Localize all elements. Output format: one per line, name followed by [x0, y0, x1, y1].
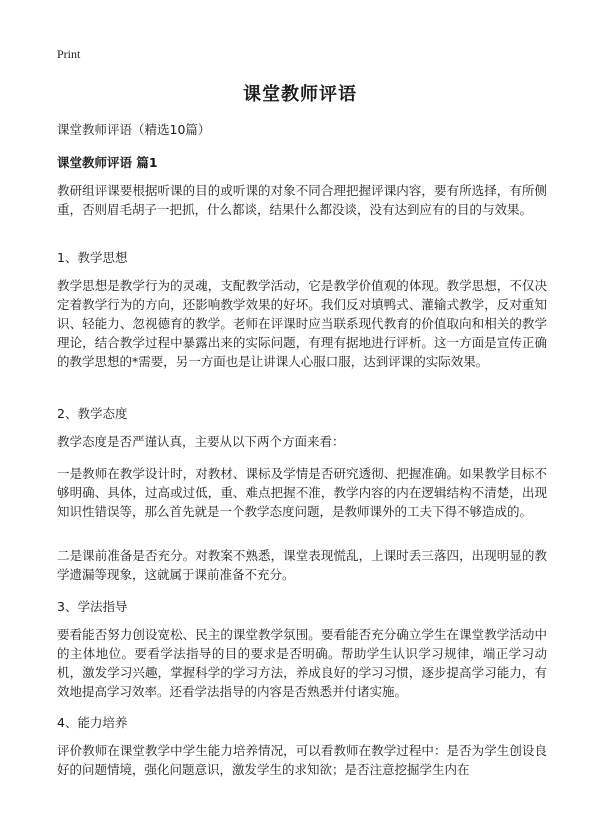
heading-teaching-thought: 1、教学思想 — [57, 250, 128, 265]
paragraph-teaching-thought: 教学思想是教学行为的灵魂，支配教学活动，它是教学价值观的体现。教学思想，不仅决定着教学行为的方向，还影响教学效果的好坏。我们反对填鸭式、灌输式教学，反对重知识、轻能力、忽视德育的教学。老师在评课时应当联系现代教育的价值取向和相关的教学理论，结合教学过程中暴露出来的实际问题，有理有据地进行评析。这一方面是宣传正确的教学思想的*需要，另一方面也是让讲课人心服口服，达到评课的实际效果。 — [57, 278, 547, 369]
heading-teaching-attitude: 2、教学态度 — [57, 406, 128, 421]
paragraph-attitude-point2: 二是课前准备是否充分。对教案不熟悉，课堂表现慌乱，上课时丢三落四，出现明显的教学遗漏等现象，这就属于课前准备不充分。 — [57, 548, 547, 582]
intro-paragraph: 教研组评课要根据听课的目的或听课的对象不同合理把握评课内容，要有所选择，有所侧重，否则眉毛胡子一把抓，什么都谈，结果什么都没谈，没有达到应有的目的与效果。 — [57, 183, 547, 217]
document-subtitle: 课堂教师评语（精选10篇） — [57, 122, 211, 137]
heading-ability-training: 4、能力培养 — [57, 715, 128, 730]
heading-study-guidance: 3、学法指导 — [57, 599, 128, 614]
paragraph-ability-training: 评价教师在课堂教学中学生能力培养情况，可以看教师在教学过程中：是否为学生创设良好的问题情境，强化问题意识，激发学生的求知欲；是否注意挖掘学生内在 — [57, 743, 547, 777]
print-label: Print — [57, 47, 81, 61]
paragraph-study-guidance: 要看能否努力创设宽松、民主的课堂教学氛围。要看能否充分确立学生在课堂教学活动中的主体地位。要看学法指导的目的要求是否明确。帮助学生认识学习规律，端正学习动机，激发学习兴趣，掌握科学的学习方法，养成良好的学习习惯，逐步提高学习能力，有效地提高学习效率。还看学法指导的内容是否熟悉并付诸实施。 — [57, 627, 547, 699]
paragraph-attitude-point1: 一是教师在教学设计时，对教材、课标及学情是否研究透彻、把握准确。如果教学目标不够明确、具体，过高或过低，重、难点把握不准，教学内容的内在逻辑结构不清楚，出现知识性错误等，那么首先就是一个教学态度问题，是教师课外的工夫下得不够造成的。 — [57, 466, 547, 519]
page-title: 课堂教师评语 — [243, 84, 357, 105]
paragraph-attitude-intro: 教学态度是否严谨认真，主要从以下两个方面来看： — [57, 434, 345, 449]
section-title: 课堂教师评语 篇1 — [57, 155, 158, 170]
